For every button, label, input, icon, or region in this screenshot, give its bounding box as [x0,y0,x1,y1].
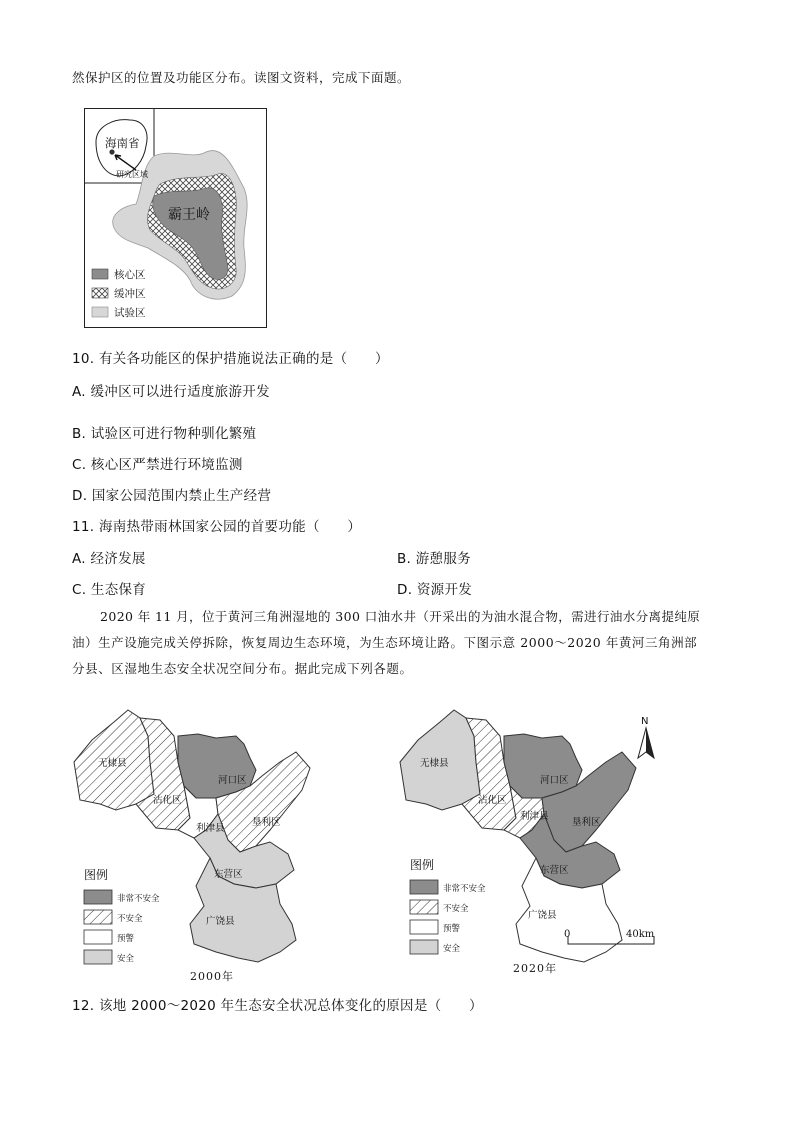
label-2000-hekou: 河口区 [218,775,247,786]
legend-2000-warning: 预警 [117,934,135,944]
label-2000-dongying: 东营区 [214,869,243,880]
legend-2020-unsafe: 不安全 [443,904,469,914]
label-2020-guangrao: 广饶县 [528,910,557,921]
legend-2000-very-unsafe: 非常不安全 [117,894,160,904]
label-2020-zhanhua: 沾化区 [478,795,507,806]
label-2020-wudi: 无棣县 [420,758,449,769]
legend-title-2020: 图例 [410,858,435,872]
label-2000-wudi: 无棣县 [98,758,127,769]
label-2020-dongying: 东营区 [540,865,569,876]
place-label: 霸王岭 [168,207,210,223]
map-2000 [74,710,310,964]
label-2020-hekou: 河口区 [540,775,569,786]
q10-option-d[interactable]: D. 国家公园范围内禁止生产经营 [72,488,272,504]
legend-2020-very-unsafe: 非常不安全 [443,884,486,894]
passage-line-1: 2020 年 11 月，位于黄河三角洲湿地的 300 口油水井（开采出的为油水混合物，需进行油水分离提纯原 [100,609,701,624]
legend-core-label: 核心区 [114,269,146,281]
legend-2020-safe: 安全 [443,944,461,954]
label-2000-zhanhua: 沾化区 [153,795,182,806]
label-2020-lijin: 利津县 [520,811,549,822]
q11-option-b[interactable]: B. 游憩服务 [397,551,471,567]
q11-option-c[interactable]: C. 生态保育 [72,582,147,598]
q11-stem: 11. 海南热带雨林国家公园的首要功能（ ） [72,519,362,535]
q10-option-a[interactable]: A. 缓冲区可以进行适度旅游开发 [72,384,270,400]
label-2020-kenli: 垦利区 [572,817,601,828]
map-2020 [400,710,654,962]
label-2000-lijin: 利津县 [196,823,225,834]
label-2000-guangrao: 广饶县 [206,916,235,927]
legend-title-2000: 图例 [84,868,109,882]
intro-text: 然保护区的位置及功能区分布。读图文资料，完成下面题。 [72,70,411,85]
year-label-2000: 2000年 [190,970,234,983]
q11-option-a[interactable]: A. 经济发展 [72,551,146,567]
year-label-2020: 2020年 [513,962,557,975]
passage [72,604,722,682]
q10-stem: 10. 有关各功能区的保护措施说法正确的是（ ） [72,351,389,367]
legend-2000-safe: 安全 [117,954,135,964]
label-2000-kenli: 垦利区 [252,817,281,828]
q12-stem: 12. 该地 2000～2020 年生态安全状况总体变化的原因是（ ） [72,998,483,1014]
legend-test-label: 试验区 [114,307,146,319]
passage-line-2: 油）生产设施完成关停拆除，恢复周边生态环境，为生态环境让路。下图示意 2000～2020 年黄河三角洲部 [72,635,698,650]
legend-buffer-label: 缓冲区 [114,288,146,300]
legend-2000-unsafe: 不安全 [117,914,143,924]
q10-option-c[interactable]: C. 核心区严禁进行环境监测 [72,457,243,473]
q10-option-b[interactable]: B. 试验区可进行物种驯化繁殖 [72,426,257,442]
inset-province-label: 海南省 [105,136,140,150]
legend-2020-warning: 预警 [443,924,461,934]
inset-caption: 研究区域 [116,170,148,179]
q11-option-d[interactable]: D. 资源开发 [397,582,473,598]
scale-end-label: 40km [626,929,655,940]
passage-line-3: 分县、区湿地生态安全状况空间分布。据此完成下列各题。 [72,661,413,676]
delta-maps [66,700,670,985]
scale-start-label: 0 [564,929,571,940]
north-label: N [641,716,649,727]
